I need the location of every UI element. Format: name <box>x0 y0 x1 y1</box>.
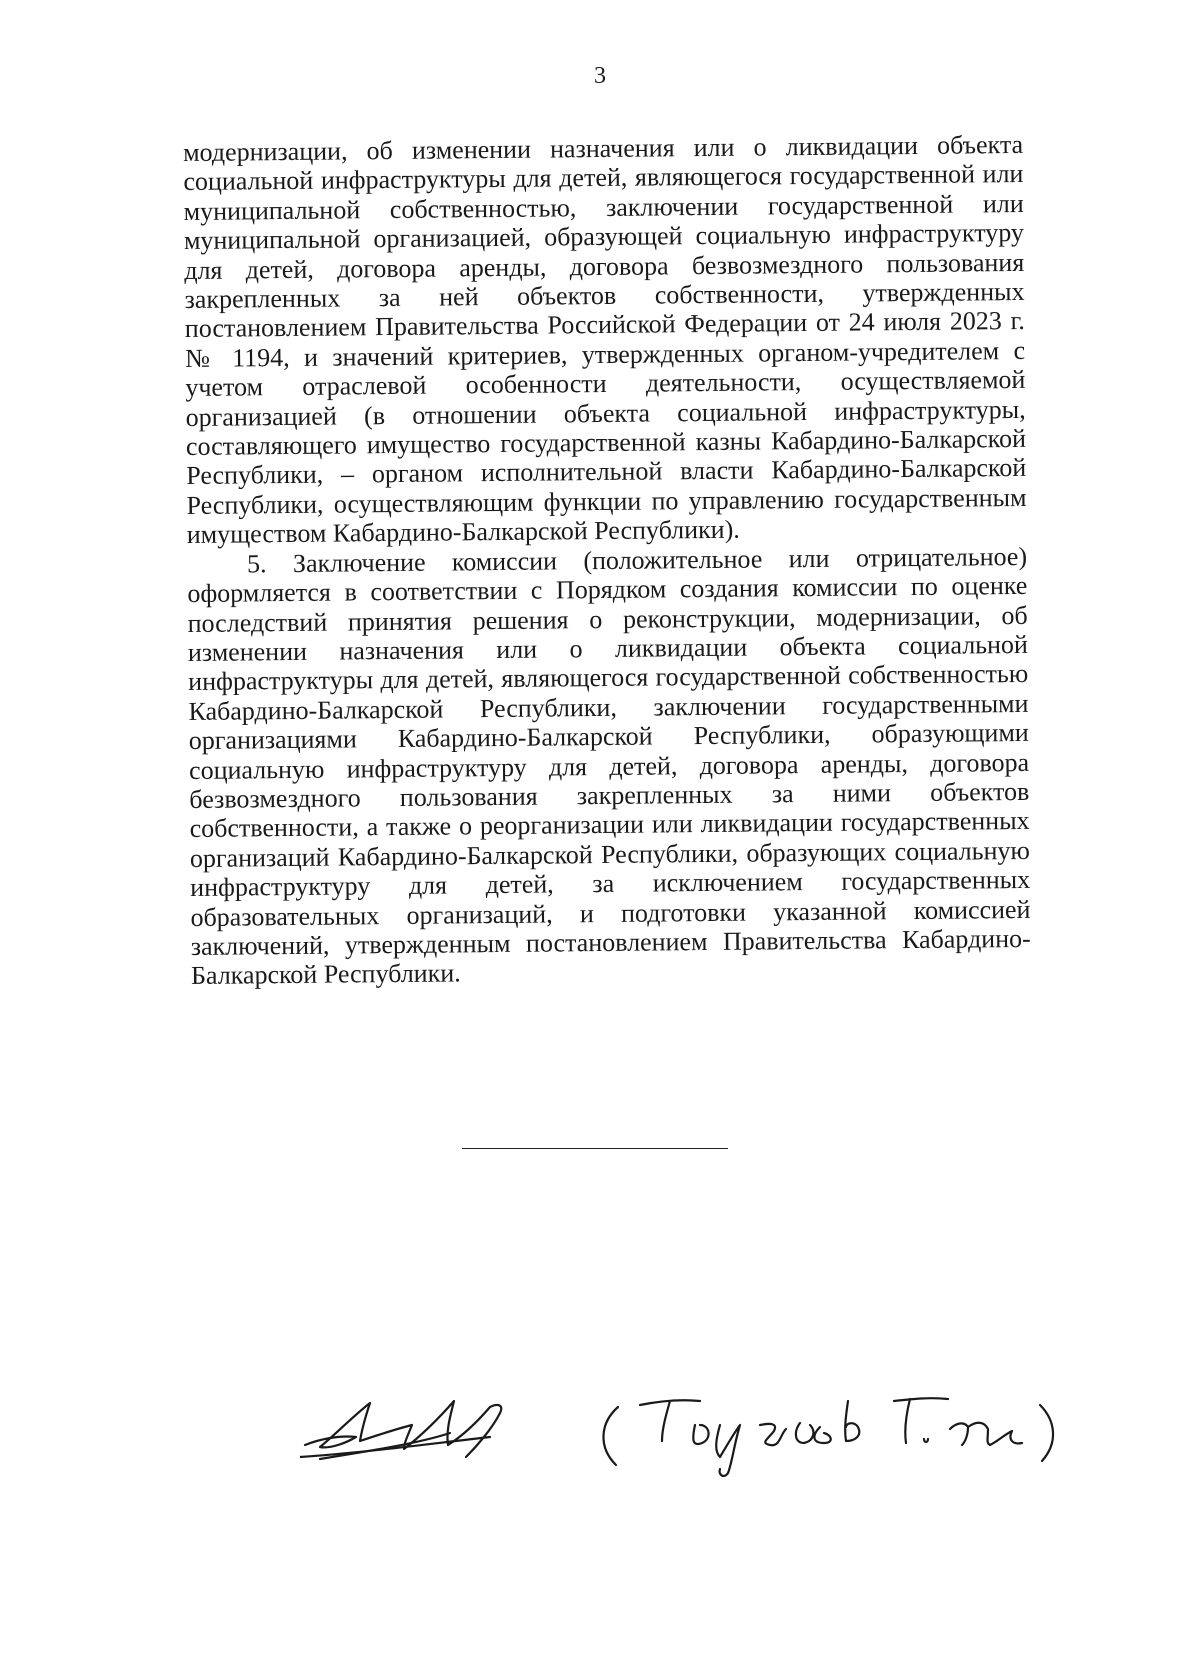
signature-open-paren <box>603 1407 618 1465</box>
signature-block <box>300 1395 1120 1535</box>
paragraph-continuation: модернизации, об изменении назначения или о ликвидации объекта социальной инфраструктуры для детей, являющегося государственной или муниципальной собственностью, заключении государственной или муниципальной организацией, образующей социальную инфраструктуру для детей, договора аренды, договора безвозмездного пользования закрепленных за ней объектов собственности, утвержденных постановлением Правительства Российской Федерации от 24 июля 2023 г. № 1194, и значений критериев, утвержденных органом-учредителем с учетом отраслевой особенности деятельности, осуществляемой организацией (в отношении объекта социальной инфраструктуры, составляющего имущество государственной казны Кабардино-Балкарской Республики, – органом исполнительной власти Кабардино-Балкарской Республики, осуществляющим функции по управлению государственным имуществом Кабардино-Балкарской Республики). <box>183 129 1027 550</box>
page-number: 3 <box>594 63 606 89</box>
handwritten-signature <box>300 1395 1120 1535</box>
document-body <box>183 130 1031 991</box>
signature-scribble <box>305 1401 501 1457</box>
paragraph-item-5: 5. Заключение комиссии (положительное или отрицательное) оформляется в соответствии с Порядком создания комиссии по оценке последствий принятия решения о реконструкции, модернизации, об изменении назначения или о ликвидации объекта социальной инфраструктуры для детей, являющегося государственной собственностью Кабардино-Балкарской Республики, заключении государственными организациями Кабардино-Балкарской Республики, образующими социальную инфраструктуру для детей, договора аренды, договора безвозмездного пользования закрепленных за ними объектов собственности, а также о реорганизации или ликвидации государственных организаций Кабардино-Балкарской Республики, образующих социальную инфраструктуру для детей, за исключением государственных образовательных организаций, и подготовки указанной комиссией заключений, утвержденным постановлением Правительства Кабардино-Балкарской Республики. <box>187 541 1031 991</box>
signature-name-stroke <box>640 1400 859 1476</box>
signature-close-paren <box>1040 1405 1053 1461</box>
signature-initials-stroke <box>894 1398 1022 1445</box>
end-of-text-rule <box>462 1148 728 1149</box>
